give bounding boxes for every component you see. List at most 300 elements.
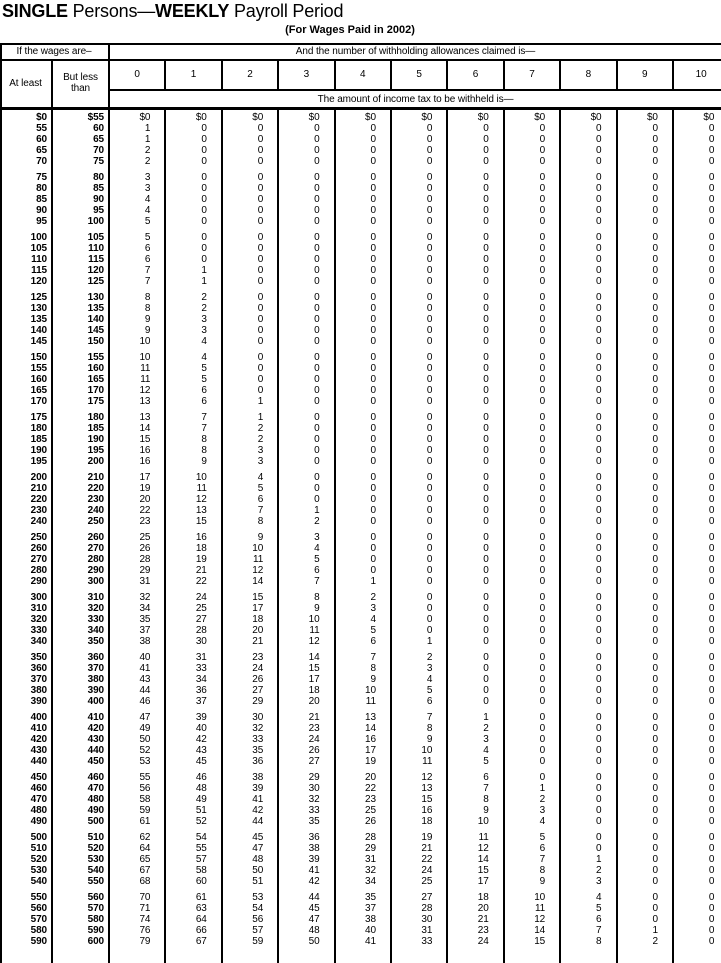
tax-withheld-value: 13: [139, 412, 151, 423]
wages-header: If the wages are–: [16, 45, 92, 57]
tax-withheld-value: 0: [483, 592, 489, 603]
at-least-value: 350: [30, 652, 47, 663]
but-less-value: 250: [87, 516, 104, 527]
tax-withheld-value: 38: [365, 914, 376, 925]
tax-withheld-value: 4: [144, 205, 151, 216]
tax-withheld-value: 0: [314, 276, 320, 287]
tax-withheld-value: 0: [708, 674, 715, 685]
tax-withheld-value: 0: [596, 532, 602, 543]
at-least-value: 430: [30, 745, 47, 756]
tax-withheld-value: 3: [257, 456, 264, 467]
tax-withheld-value: 18: [252, 614, 264, 625]
tax-withheld-value: $0: [534, 112, 546, 123]
tax-withheld-value: 0: [708, 734, 715, 745]
tax-withheld-value: 33: [195, 663, 207, 674]
tax-withheld-value: 24: [308, 734, 320, 745]
tax-withheld-value: 0: [596, 423, 602, 434]
grid-line-column-divider: [672, 110, 674, 963]
table-row: [0, 434, 721, 445]
table-row: [0, 712, 721, 723]
tax-withheld-value: 46: [195, 772, 207, 783]
tax-withheld-value: 0: [539, 156, 546, 167]
tax-withheld-value: 12: [252, 565, 264, 576]
table-row: [0, 123, 721, 134]
tax-withheld-value: 3: [596, 876, 602, 887]
at-least-value: 125: [30, 292, 47, 303]
at-least-value: 55: [36, 123, 47, 134]
but-less-value: 510: [87, 832, 104, 843]
tax-withheld-value: 0: [539, 292, 546, 303]
tax-withheld-value: 26: [252, 674, 264, 685]
tax-withheld-value: 16: [139, 445, 151, 456]
but-less-value: 450: [87, 756, 104, 767]
but-less-value: 260: [87, 532, 104, 543]
but-less-than-column-header: But less than: [63, 72, 98, 94]
allowance-column-header-9: 9: [642, 68, 648, 80]
tax-withheld-value: 0: [652, 734, 658, 745]
tax-withheld-value: 0: [201, 216, 207, 227]
but-less-value: 150: [87, 336, 104, 347]
table-row: [0, 865, 721, 876]
tax-withheld-value: 0: [596, 663, 602, 674]
tax-withheld-value: 0: [596, 472, 602, 483]
tax-withheld-value: 34: [139, 603, 151, 614]
tax-withheld-value: 4: [257, 472, 264, 483]
tax-withheld-value: 0: [257, 123, 264, 134]
but-less-value: 100: [87, 216, 104, 227]
but-less-value: 530: [87, 854, 104, 865]
at-least-value: 560: [30, 903, 47, 914]
tax-withheld-value: 0: [426, 505, 433, 516]
tax-withheld-value: 0: [652, 876, 658, 887]
tax-withheld-value: 0: [483, 303, 489, 314]
tax-withheld-value: 0: [596, 314, 602, 325]
tax-withheld-value: 0: [539, 385, 546, 396]
tax-withheld-value: 4: [144, 194, 151, 205]
table-row: [0, 816, 721, 827]
grid-line-number-box: [672, 59, 674, 91]
tax-withheld-value: 0: [370, 483, 376, 494]
tax-withheld-value: 0: [539, 374, 546, 385]
tax-withheld-value: 0: [257, 232, 264, 243]
but-less-value: 60: [93, 123, 104, 134]
at-least-value: 230: [30, 505, 47, 516]
tax-withheld-value: 0: [708, 232, 715, 243]
tax-withheld-value: 29: [308, 772, 320, 783]
tax-withheld-value: 0: [370, 412, 376, 423]
tax-withheld-value: 0: [314, 292, 320, 303]
tax-withheld-value: 37: [365, 903, 376, 914]
tax-withheld-value: 0: [370, 434, 376, 445]
tax-withheld-value: 0: [257, 156, 264, 167]
tax-withheld-value: 20: [365, 772, 376, 783]
table-row: [0, 134, 721, 145]
tax-withheld-value: 9: [144, 314, 151, 325]
tax-withheld-value: 0: [596, 554, 602, 565]
tax-withheld-value: 0: [652, 134, 658, 145]
table-row: [0, 205, 721, 216]
tax-withheld-value: 0: [370, 265, 376, 276]
tax-withheld-value: 32: [252, 723, 264, 734]
tax-withheld-value: 0: [596, 396, 602, 407]
table-row: [0, 696, 721, 707]
tax-withheld-value: 0: [539, 554, 546, 565]
table-body: [0, 112, 721, 947]
tax-withheld-value: 0: [201, 205, 207, 216]
tax-withheld-value: 0: [370, 303, 376, 314]
tax-withheld-value: 0: [652, 243, 658, 254]
table-row: [0, 543, 721, 554]
tax-withheld-value: 0: [314, 374, 320, 385]
tax-withheld-value: 0: [370, 134, 376, 145]
tax-withheld-value: 0: [708, 816, 715, 827]
tax-withheld-value: 12: [477, 843, 489, 854]
tax-withheld-value: 16: [421, 805, 433, 816]
tax-withheld-value: 0: [539, 336, 546, 347]
but-less-value: 490: [87, 805, 104, 816]
tax-withheld-value: 0: [596, 685, 602, 696]
tax-withheld-value: 0: [708, 445, 715, 456]
tax-withheld-value: 0: [708, 292, 715, 303]
tax-withheld-value: 25: [421, 876, 433, 887]
tax-withheld-value: 6: [257, 494, 264, 505]
tax-withheld-value: 0: [708, 745, 715, 756]
but-less-value: 135: [87, 303, 104, 314]
tax-withheld-value: 0: [596, 374, 602, 385]
tax-withheld-value: 0: [652, 854, 658, 865]
tax-withheld-value: 56: [139, 783, 151, 794]
tax-withheld-value: 0: [370, 554, 376, 565]
grid-line-column-divider: [164, 110, 166, 963]
tax-withheld-value: 43: [195, 745, 207, 756]
but-less-value: 280: [87, 554, 104, 565]
at-least-value: 270: [30, 554, 47, 565]
tax-withheld-value: 0: [652, 232, 658, 243]
tax-withheld-value: 0: [596, 723, 602, 734]
tax-withheld-value: 0: [652, 412, 658, 423]
tax-withheld-value: 7: [539, 854, 546, 865]
tax-withheld-value: 0: [539, 696, 546, 707]
tax-withheld-value: 2: [144, 156, 151, 167]
tax-withheld-value: 0: [539, 652, 546, 663]
tax-withheld-value: 0: [370, 472, 376, 483]
but-less-value: 590: [87, 925, 104, 936]
amount-withheld-header: The amount of income tax to be withheld is—: [317, 93, 514, 105]
tax-withheld-value: 0: [652, 265, 658, 276]
but-less-value: 65: [93, 134, 104, 145]
tax-withheld-value: 0: [426, 374, 433, 385]
tax-withheld-value: 0: [483, 396, 489, 407]
tax-withheld-value: 5: [201, 363, 207, 374]
tax-withheld-value: 65: [139, 854, 151, 865]
table-row: [0, 516, 721, 527]
tax-withheld-value: 0: [596, 783, 602, 794]
tax-withheld-value: 0: [652, 603, 658, 614]
tax-withheld-value: 0: [596, 434, 602, 445]
grid-line-number-box: [559, 59, 561, 91]
tax-withheld-value: 0: [652, 685, 658, 696]
tax-withheld-value: 0: [596, 696, 602, 707]
but-less-value: 420: [87, 723, 104, 734]
tax-withheld-value: 0: [257, 292, 264, 303]
but-less-value: 370: [87, 663, 104, 674]
tax-withheld-value: 0: [539, 325, 546, 336]
tax-withheld-value: 15: [139, 434, 151, 445]
at-least-value: 220: [30, 494, 47, 505]
tax-withheld-value: $0: [421, 112, 433, 123]
tax-withheld-value: 12: [195, 494, 207, 505]
tax-withheld-value: 0: [483, 232, 489, 243]
tax-withheld-value: 0: [539, 603, 546, 614]
tax-withheld-value: 10: [421, 745, 433, 756]
tax-withheld-value: 0: [370, 396, 376, 407]
tax-withheld-value: 55: [139, 772, 151, 783]
tax-withheld-value: 0: [652, 903, 658, 914]
tax-withheld-value: 0: [596, 276, 602, 287]
tax-withheld-value: 0: [539, 505, 546, 516]
at-least-value: 310: [30, 603, 47, 614]
at-least-value: 70: [36, 156, 47, 167]
tax-withheld-value: 6: [370, 636, 376, 647]
grid-line-number-box: [334, 59, 336, 91]
tax-withheld-value: 0: [539, 205, 546, 216]
but-less-value: 145: [87, 325, 104, 336]
tax-withheld-value: 0: [539, 134, 546, 145]
at-least-value: 155: [30, 363, 47, 374]
tax-withheld-value: 60: [195, 876, 207, 887]
tax-withheld-value: 33: [308, 805, 320, 816]
but-less-value: 540: [87, 865, 104, 876]
tax-withheld-value: 14: [252, 576, 264, 587]
tax-withheld-value: 0: [426, 243, 433, 254]
tax-withheld-value: 24: [252, 663, 264, 674]
table-row: [0, 194, 721, 205]
at-least-value: 580: [30, 925, 47, 936]
tax-withheld-value: 42: [308, 876, 320, 887]
tax-withheld-value: 51: [252, 876, 264, 887]
tax-withheld-value: 20: [252, 625, 264, 636]
at-least-value: 185: [30, 434, 47, 445]
tax-withheld-value: 27: [195, 614, 207, 625]
tax-withheld-value: 44: [252, 816, 264, 827]
tax-withheld-value: 0: [426, 216, 433, 227]
wage-row-group: [0, 892, 721, 947]
tax-withheld-value: 3: [144, 172, 151, 183]
but-less-value: 550: [87, 876, 104, 887]
table-row: [0, 412, 721, 423]
tax-withheld-value: 0: [596, 145, 602, 156]
but-less-value: 210: [87, 472, 104, 483]
but-less-value: 160: [87, 363, 104, 374]
tax-withheld-value: 1: [257, 412, 264, 423]
tax-withheld-value: 0: [483, 134, 489, 145]
tax-withheld-value: 0: [314, 423, 320, 434]
tax-withheld-value: 0: [708, 483, 715, 494]
at-least-value: 510: [30, 843, 47, 854]
tax-withheld-value: 0: [426, 183, 433, 194]
tax-withheld-value: 0: [708, 794, 715, 805]
allowance-column-header-0: 0: [134, 68, 140, 80]
tax-withheld-value: 32: [365, 865, 376, 876]
tax-withheld-value: 0: [708, 385, 715, 396]
tax-withheld-value: 0: [426, 472, 433, 483]
tax-withheld-value: 10: [252, 543, 264, 554]
tax-withheld-value: 39: [308, 854, 320, 865]
tax-withheld-value: 0: [708, 303, 715, 314]
tax-withheld-value: 0: [596, 363, 602, 374]
tax-withheld-value: 0: [539, 472, 546, 483]
table-row: [0, 336, 721, 347]
tax-withheld-value: 21: [195, 565, 207, 576]
at-least-value: 490: [30, 816, 47, 827]
tax-withheld-value: 50: [308, 936, 320, 947]
grid-line-column-divider: [277, 110, 279, 963]
at-least-value: 145: [30, 336, 47, 347]
table-row: [0, 565, 721, 576]
tax-withheld-value: 17: [252, 603, 264, 614]
tax-withheld-value: 59: [139, 805, 151, 816]
tax-withheld-value: 5: [144, 216, 151, 227]
at-least-value: 250: [30, 532, 47, 543]
tax-withheld-value: 22: [139, 505, 151, 516]
tax-withheld-value: 19: [139, 483, 151, 494]
tax-withheld-value: 0: [426, 516, 433, 527]
tax-withheld-value: 0: [314, 325, 320, 336]
at-least-value: 115: [31, 265, 47, 276]
tax-withheld-value: 0: [426, 134, 433, 145]
but-less-value: 170: [87, 385, 104, 396]
tax-withheld-value: 0: [539, 352, 546, 363]
tax-withheld-value: 0: [257, 336, 264, 347]
tax-withheld-value: 25: [139, 532, 151, 543]
tax-withheld-value: 10: [139, 336, 151, 347]
tax-withheld-value: 0: [652, 483, 658, 494]
tax-withheld-value: 0: [708, 145, 715, 156]
but-less-value: 70: [93, 145, 104, 156]
at-least-value: 320: [30, 614, 47, 625]
tax-withheld-value: 0: [370, 156, 376, 167]
tax-withheld-value: 54: [252, 903, 264, 914]
tax-withheld-value: 48: [252, 854, 264, 865]
table-row: [0, 483, 721, 494]
at-least-value: 570: [30, 914, 47, 925]
grid-line-number-box: [221, 59, 223, 91]
tax-withheld-value: 3: [539, 805, 546, 816]
tax-withheld-value: 0: [708, 325, 715, 336]
tax-withheld-value: 35: [365, 892, 376, 903]
table-row: [0, 505, 721, 516]
tax-withheld-value: 0: [483, 292, 489, 303]
tax-withheld-value: 0: [201, 134, 207, 145]
tax-withheld-value: 0: [708, 663, 715, 674]
grid-line-column-divider: [221, 110, 223, 963]
tax-withheld-value: 3: [201, 314, 207, 325]
at-least-column-header: At least: [9, 77, 42, 89]
but-less-value: 390: [87, 685, 104, 696]
tax-withheld-value: 0: [708, 216, 715, 227]
tax-withheld-value: 0: [314, 194, 320, 205]
tax-withheld-value: 34: [195, 674, 207, 685]
tax-withheld-value: 0: [708, 363, 715, 374]
tax-withheld-value: 0: [596, 772, 602, 783]
tax-withheld-value: 0: [596, 843, 602, 854]
tax-withheld-value: 0: [426, 456, 433, 467]
tax-withheld-value: 0: [314, 232, 320, 243]
tax-withheld-value: 8: [257, 516, 264, 527]
at-least-value: 550: [30, 892, 47, 903]
tax-withheld-value: 0: [708, 374, 715, 385]
tax-withheld-value: 1: [596, 854, 602, 865]
tax-withheld-value: 12: [308, 636, 320, 647]
tax-withheld-value: 0: [426, 565, 433, 576]
tax-withheld-value: 37: [195, 696, 207, 707]
tax-withheld-value: 10: [139, 352, 151, 363]
tax-withheld-value: 0: [539, 123, 546, 134]
tax-withheld-value: 0: [539, 723, 546, 734]
at-least-value: 280: [30, 565, 47, 576]
at-least-value: 130: [30, 303, 47, 314]
tax-withheld-value: 0: [652, 374, 658, 385]
tax-withheld-value: 0: [596, 265, 602, 276]
tax-withheld-value: 40: [365, 925, 376, 936]
grid-line-number-box: [503, 59, 505, 91]
tax-withheld-value: 3: [144, 183, 151, 194]
tax-withheld-value: 0: [314, 434, 320, 445]
table-row: [0, 385, 721, 396]
tax-withheld-value: 26: [139, 543, 151, 554]
tax-withheld-value: 46: [139, 696, 151, 707]
tax-withheld-value: 0: [483, 576, 489, 587]
table-row: [0, 783, 721, 794]
tax-withheld-value: 0: [257, 314, 264, 325]
at-least-value: 150: [30, 352, 47, 363]
tax-withheld-value: 0: [708, 554, 715, 565]
tax-withheld-value: 0: [652, 396, 658, 407]
tax-withheld-value: 31: [365, 854, 376, 865]
tax-withheld-value: 19: [421, 832, 433, 843]
table-row: [0, 925, 721, 936]
tax-withheld-value: 4: [483, 745, 489, 756]
tax-withheld-value: 0: [539, 734, 546, 745]
tax-withheld-value: 0: [652, 494, 658, 505]
table-row: [0, 243, 721, 254]
at-least-value: 200: [30, 472, 47, 483]
tax-withheld-value: 0: [370, 145, 376, 156]
tax-withheld-value: 1: [370, 576, 376, 587]
tax-withheld-value: 0: [652, 254, 658, 265]
grid-line-number-box: [164, 59, 166, 91]
tax-withheld-value: 47: [252, 843, 264, 854]
tax-withheld-value: 0: [539, 183, 546, 194]
but-less-value: 460: [87, 772, 104, 783]
tax-withheld-value: 0: [596, 216, 602, 227]
tax-withheld-value: 0: [539, 276, 546, 287]
tax-withheld-value: 47: [308, 914, 320, 925]
table-row: [0, 854, 721, 865]
tax-withheld-value: 64: [195, 914, 207, 925]
but-less-value: 320: [87, 603, 104, 614]
at-least-value: 450: [30, 772, 47, 783]
tax-withheld-value: 0: [708, 123, 715, 134]
but-less-value: 440: [87, 745, 104, 756]
tax-withheld-value: 0: [201, 194, 207, 205]
tax-withheld-value: 0: [539, 625, 546, 636]
table-row: [0, 723, 721, 734]
tax-withheld-value: 0: [596, 805, 602, 816]
tax-withheld-value: 1: [201, 276, 207, 287]
tax-withheld-value: $0: [195, 112, 207, 123]
tax-withheld-value: 2: [257, 434, 264, 445]
